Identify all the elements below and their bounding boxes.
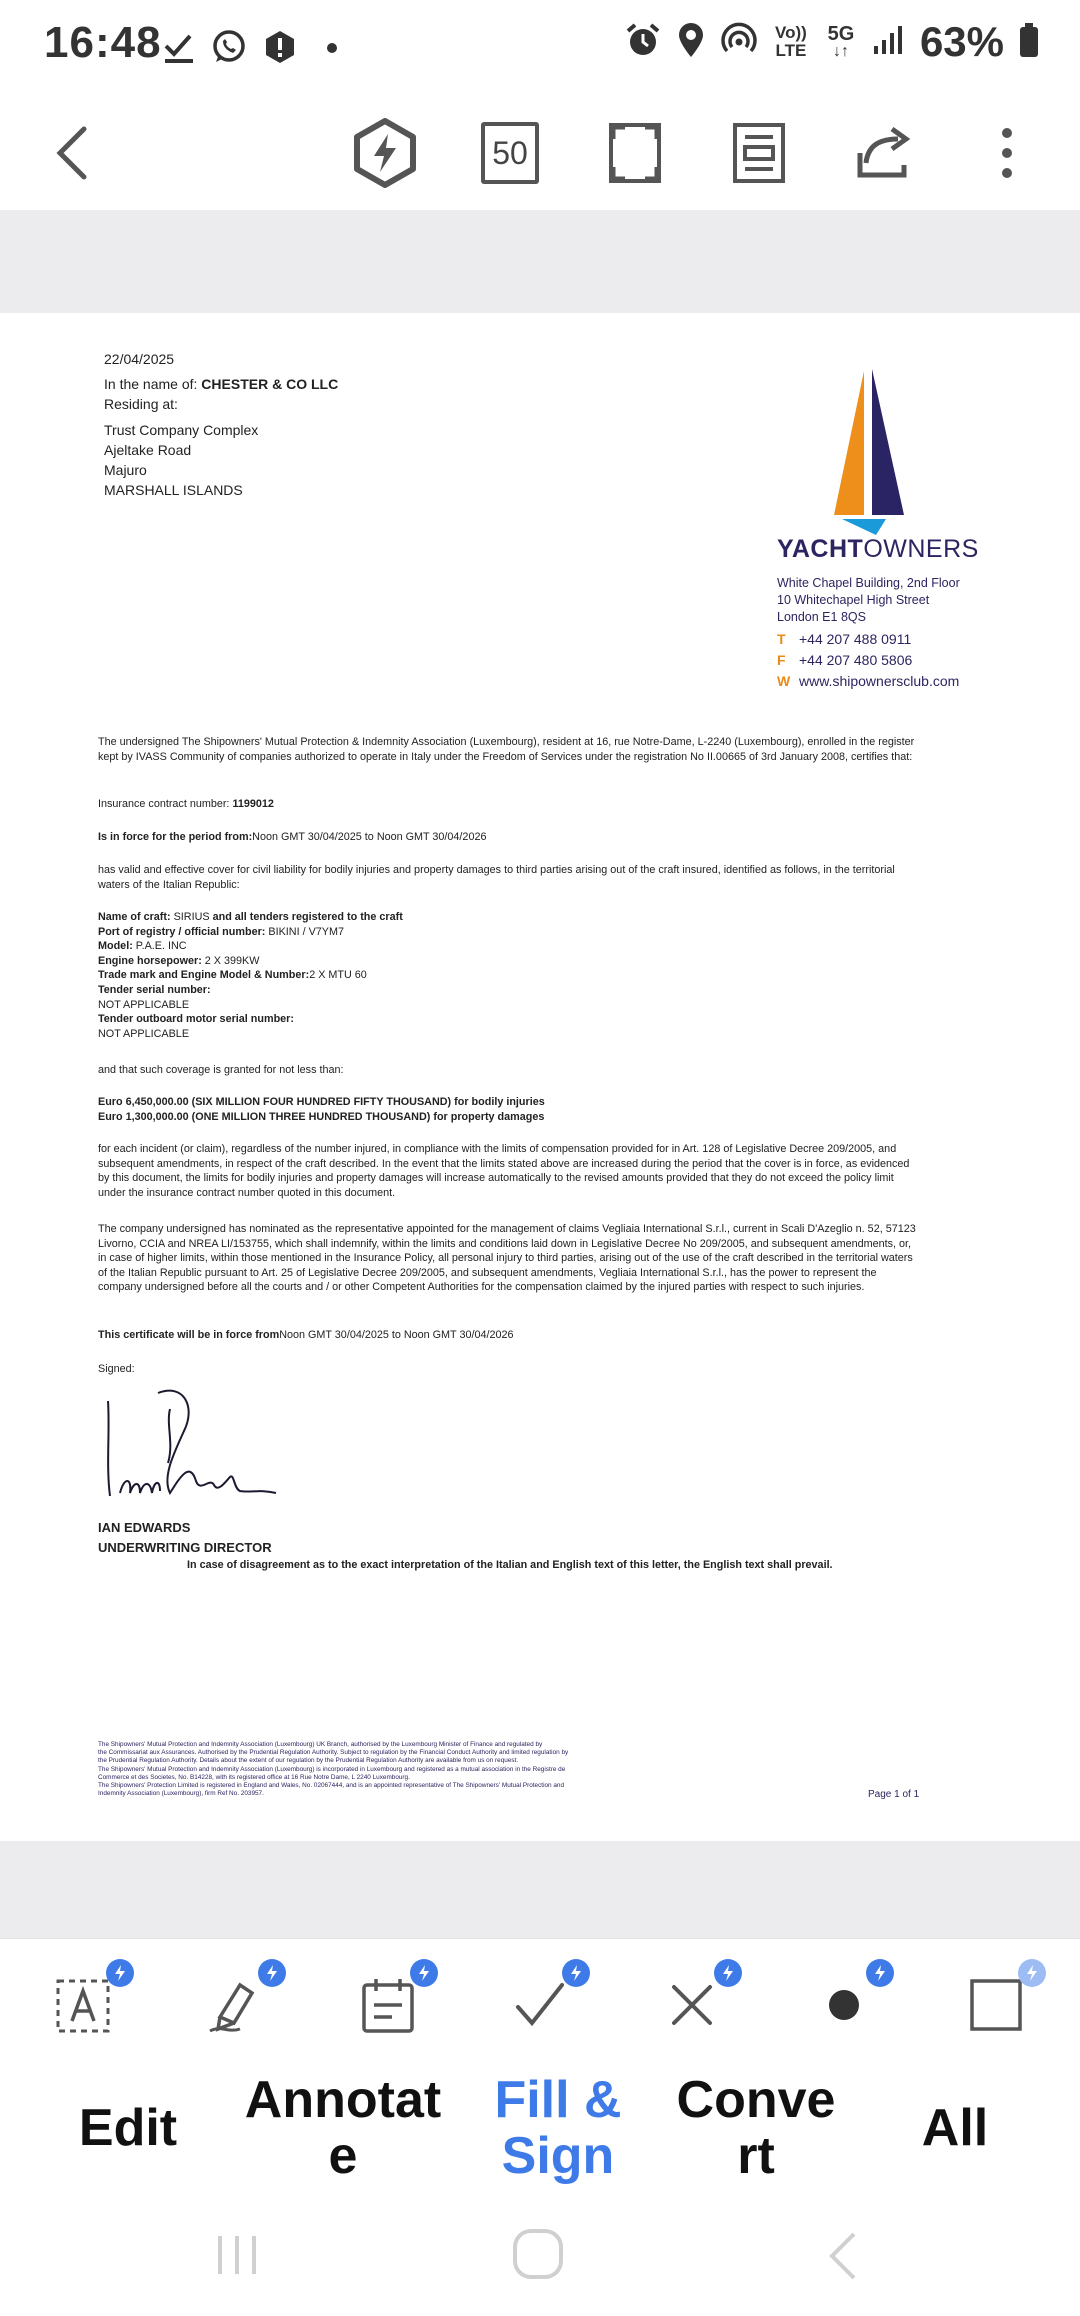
- doc-name-line: [104, 374, 338, 394]
- premium-badge: [106, 1959, 134, 1987]
- tender-serial-label: Tender serial number:: [98, 983, 211, 996]
- craft-name: SIRIUS: [173, 911, 210, 923]
- brand-logo-text: [777, 535, 979, 564]
- office-line-2: 10 Whitechapel High Street: [777, 593, 930, 607]
- craft-label: Name of craft:: [98, 911, 174, 923]
- disagreement-note: In case of disagreement as to the exact interpretation of the Italian and English text of this letter, the English text shall prevail.: [187, 1559, 833, 1571]
- alarm-icon: [624, 21, 662, 64]
- page-count-label: 50: [492, 134, 528, 171]
- cert-label: This certificate will be in force from: [98, 1329, 280, 1341]
- system-nav-bar: [0, 2194, 1080, 2316]
- back-icon: [48, 123, 98, 183]
- reader-icon: [731, 121, 787, 185]
- office-address: [777, 575, 960, 626]
- fill-sign-tools: [0, 1938, 1080, 2065]
- model-value: P.A.E. INC: [135, 940, 187, 953]
- insured-name: CHESTER & CO LLC: [201, 376, 339, 392]
- footer-legal: [98, 1741, 658, 1798]
- contact-phone: [777, 629, 959, 650]
- period-label: Is in force for the period from:: [98, 831, 253, 843]
- premium-badge: [258, 1959, 286, 1987]
- office-line-3: London E1 8QS: [777, 610, 866, 624]
- calendar-icon: [360, 1975, 416, 2035]
- page-count-button[interactable]: [467, 110, 553, 196]
- legal-line: The Shipowners' Protection Limited is registered in England and Wales, No. 02067444, and is an appointed representative of The Shipowners' Mutual Protection and: [98, 1782, 565, 1790]
- quick-action-icon: [350, 118, 420, 188]
- address-line-2: Ajeltake Road: [104, 442, 192, 458]
- quick-action-button[interactable]: [342, 110, 428, 196]
- whatsapp-icon: [210, 28, 248, 71]
- dot-icon: [826, 1987, 862, 2023]
- logo-bold: YACHT: [777, 535, 864, 563]
- volte-icon: [772, 24, 810, 60]
- location-icon: [676, 21, 706, 64]
- model-label: Model:: [98, 940, 136, 953]
- legal-line: Commerce et des Societes, No. B14228, with its registered office at 16 Rue Notre Dame, L 2240 Luxembourg.: [98, 1773, 410, 1781]
- office-line-1: White Chapel Building, 2nd Floor: [777, 576, 960, 590]
- check-icon: [512, 1977, 568, 2033]
- status-bar: [0, 0, 1080, 96]
- more-icon: [997, 123, 1017, 183]
- square-tool-button[interactable]: [958, 1967, 1034, 2043]
- address-line-3: Majuro: [104, 462, 147, 478]
- premium-badge: [410, 1959, 438, 1987]
- date-tool-button[interactable]: [350, 1967, 426, 2043]
- contact-value: +44 207 488 0911: [799, 631, 912, 647]
- square-icon: [968, 1977, 1024, 2033]
- bottom-tabs: [0, 2064, 1080, 2194]
- outboard-value: NOT APPLICABLE: [98, 1027, 190, 1040]
- legal-line: The Shipowners' Mutual Protection and Indemnity Association (Luxembourg) UK Branch, authorised by the Luxembourg Minister of Finance and regulated by: [98, 1741, 543, 1748]
- signature-image: [100, 1381, 280, 1511]
- tab-edit[interactable]: Edit: [78, 2099, 178, 2157]
- status-right-icons: [624, 18, 1040, 66]
- craft-details: [98, 910, 918, 1041]
- premium-badge: [714, 1959, 742, 1987]
- share-icon: [852, 125, 914, 181]
- legal-line: the Commissariat aux Assurances. Authorised by the Prudential Regulation Authority. Subject to regulation by the Financial Conduct Authority and limited regulation by: [98, 1749, 569, 1757]
- cross-tool-button[interactable]: [654, 1967, 730, 2043]
- contract-line: [98, 797, 918, 812]
- home-icon: [510, 2226, 566, 2282]
- text-edit-icon: [54, 1975, 114, 2035]
- legal-line: Indemnity Association (Luxembourg), firm Ref No. 203957.: [98, 1790, 264, 1798]
- signer-title: UNDERWRITING DIRECTOR: [98, 1540, 272, 1555]
- fullscreen-button[interactable]: [592, 110, 678, 196]
- engine-line: [98, 968, 918, 983]
- signature-tool-button[interactable]: [198, 1967, 274, 2043]
- contact-value: +44 207 480 5806: [799, 652, 913, 668]
- tab-annotate[interactable]: Annotat e: [244, 2071, 442, 2185]
- contact-key: F: [777, 652, 786, 668]
- more-options-button[interactable]: [964, 110, 1050, 196]
- hp-line: [98, 954, 918, 969]
- pdf-page[interactable]: [0, 313, 1080, 1841]
- granted-line: and that such coverage is granted for not less than:: [98, 1064, 344, 1076]
- contact-value: www.shipownersclub.com: [799, 673, 960, 689]
- craft-suffix: and all tenders registered to the craft: [209, 911, 403, 923]
- volte-bottom-text: LTE: [775, 41, 807, 60]
- text-tool-button[interactable]: [46, 1967, 122, 2043]
- period-value: Noon GMT 30/04/2025 to Noon GMT 30/04/2026: [252, 831, 487, 843]
- contact-key: T: [777, 631, 786, 647]
- nav-back-icon: [822, 2230, 862, 2282]
- tab-convert[interactable]: Conve rt: [676, 2071, 836, 2185]
- page-number: Page 1 of 1: [868, 1789, 920, 1800]
- premium-badge: [562, 1959, 590, 1987]
- volte-top-text: Vo)): [775, 23, 807, 42]
- dot-tool-button[interactable]: [806, 1967, 882, 2043]
- nav-back-button[interactable]: [822, 2230, 862, 2287]
- check-tool-button[interactable]: [502, 1967, 578, 2043]
- outboard-label: Tender outboard motor serial number:: [98, 1013, 294, 1026]
- signer-name: IAN EDWARDS: [98, 1520, 191, 1535]
- recents-button[interactable]: [212, 2230, 262, 2285]
- top-toolbar: [0, 96, 1080, 211]
- contract-label: Insurance contract number:: [98, 798, 233, 810]
- hp-label: Engine horsepower:: [98, 954, 205, 967]
- fullscreen-icon: [607, 121, 663, 185]
- signed-label: Signed:: [98, 1363, 135, 1375]
- sail-logo: [828, 367, 908, 535]
- model-line: [98, 939, 918, 954]
- page-count-icon: [481, 122, 539, 184]
- engine-label: Trade mark and Engine Model & Number:: [98, 969, 310, 982]
- hotspot-icon: [720, 21, 758, 64]
- period-line: [98, 830, 918, 845]
- dot-icon: [326, 41, 338, 59]
- limit-property: Euro 1,300,000.00 (ONE MILLION THREE HUNDRED THOUSAND) for property damages: [98, 1111, 545, 1123]
- residing-label: Residing at:: [104, 396, 178, 412]
- incident-paragraph: for each incident (or claim), regardless of the number injured, in compliance with the limits of compensation provided for in Art. 128 of Legislative Decree 209/2005, and subsequent amendments, in respect of the craft described. In the event that the limits stated above are increased during the period that the cover is in force, as evidenced by this document, the limits for bodily injuries and property damages will increase automatically to the revised amounts provided that they do not exceed the policy limit under the insurance contract number quoted in this document.: [98, 1143, 910, 1199]
- battery-percent: 63%: [919, 18, 1004, 65]
- address-line-1: Trust Company Complex: [104, 422, 259, 438]
- logo-light: OWNERS: [863, 535, 979, 563]
- recents-icon: [212, 2230, 262, 2280]
- signal-icon: [872, 24, 906, 61]
- pen-icon: [206, 1975, 266, 2035]
- status-time: 16:48: [44, 18, 162, 67]
- legal-line: the Prudential Regulation Authority. Details about the extent of our regulation by the Prudential Regulation Authority are available from us on request.: [98, 1757, 519, 1765]
- status-left-icons: [162, 28, 338, 71]
- contact-block: [777, 629, 959, 692]
- tab-fill-sign[interactable]: Fill & Sign: [494, 2071, 622, 2185]
- battery-icon: [1018, 22, 1040, 63]
- share-button[interactable]: [840, 110, 926, 196]
- port-value: BIKINI / V7YM7: [268, 925, 344, 938]
- cert-value: Noon GMT 30/04/2025 to Noon GMT 30/04/2026: [279, 1329, 514, 1341]
- alert-icon: [262, 29, 298, 70]
- premium-badge: [866, 1959, 894, 1987]
- certificate-line: [98, 1328, 918, 1343]
- doc-date: 22/04/2025: [104, 351, 175, 367]
- hp-value: 2 X 399KW: [204, 954, 260, 967]
- intro-paragraph: The undersigned The Shipowners' Mutual Protection & Indemnity Association (Luxembourg), resident at 16, rue Notre-Dame, L-2240 (Luxembourg), enrolled in the register kept by IVASS Community of companies authorized to operate in Italy under the Freedom of Services under the registration No II.00665 of 3rd January 2008, certifies that:: [98, 736, 915, 763]
- cross-icon: [666, 1979, 718, 2031]
- engine-value: 2 X MTU 60: [309, 969, 367, 982]
- tab-all[interactable]: All: [921, 2099, 989, 2157]
- 5g-icon: [824, 24, 858, 60]
- data-arrows: ↓↑: [832, 43, 849, 60]
- contact-web: [777, 671, 959, 692]
- name-prefix: In the name of:: [104, 376, 202, 392]
- download-done-icon: [162, 30, 196, 69]
- legal-line: The Shipowners' Mutual Protection and Indemnity Association (Luxembourg) is incorporated in Luxembourg and registered as a mutual association in the Registre de: [98, 1765, 566, 1773]
- tender-serial-value: NOT APPLICABLE: [98, 998, 190, 1011]
- premium-badge: [1018, 1959, 1046, 1987]
- network-label: 5G: [827, 23, 855, 45]
- reader-mode-button[interactable]: [716, 110, 802, 196]
- contact-key: W: [777, 673, 791, 689]
- contact-fax: [777, 650, 959, 671]
- contract-number: 1199012: [232, 798, 274, 810]
- limit-bodily: Euro 6,450,000.00 (SIX MILLION FOUR HUNDRED FIFTY THOUSAND) for bodily injuries: [98, 1096, 545, 1108]
- port-line: [98, 925, 918, 940]
- home-button[interactable]: [510, 2226, 566, 2287]
- company-paragraph: The company undersigned has nominated as the representative appointed for the management of claims Vegliaia International S.r.l., current in Scali D'Azeglio n. 52, 57123 Livorno, CCIA and NREA LI/153755, which shall indemnify, within the limits and conditions laid down in Legislative Decree No 209/2005, and subsequent amendments, or, in case of higher limits, within those mentioned in the Insurance Policy, all personal injury to third parties, arising out of the use of the craft described in the territorial waters of the Italian Republic pursuant to Art. 25 of Legislative Decree 209/2005, and subsequent amendments, Vegliaia International S.r.l., has the power to represent the company undersigned before all the courts and / or other Competent Authorities for the compensation claimed by the injured parties with respect to such injuries.: [98, 1223, 916, 1294]
- back-button[interactable]: [30, 110, 116, 196]
- cover-paragraph: has valid and effective cover for civil liability for bodily injuries and property damages to third parties arising out of the craft insured, identified as follows, in the territorial waters of the Italian Republic:: [98, 864, 895, 891]
- port-label: Port of registry / official number:: [98, 925, 269, 938]
- address-line-4: MARSHALL ISLANDS: [104, 482, 243, 498]
- craft-line: [98, 910, 918, 925]
